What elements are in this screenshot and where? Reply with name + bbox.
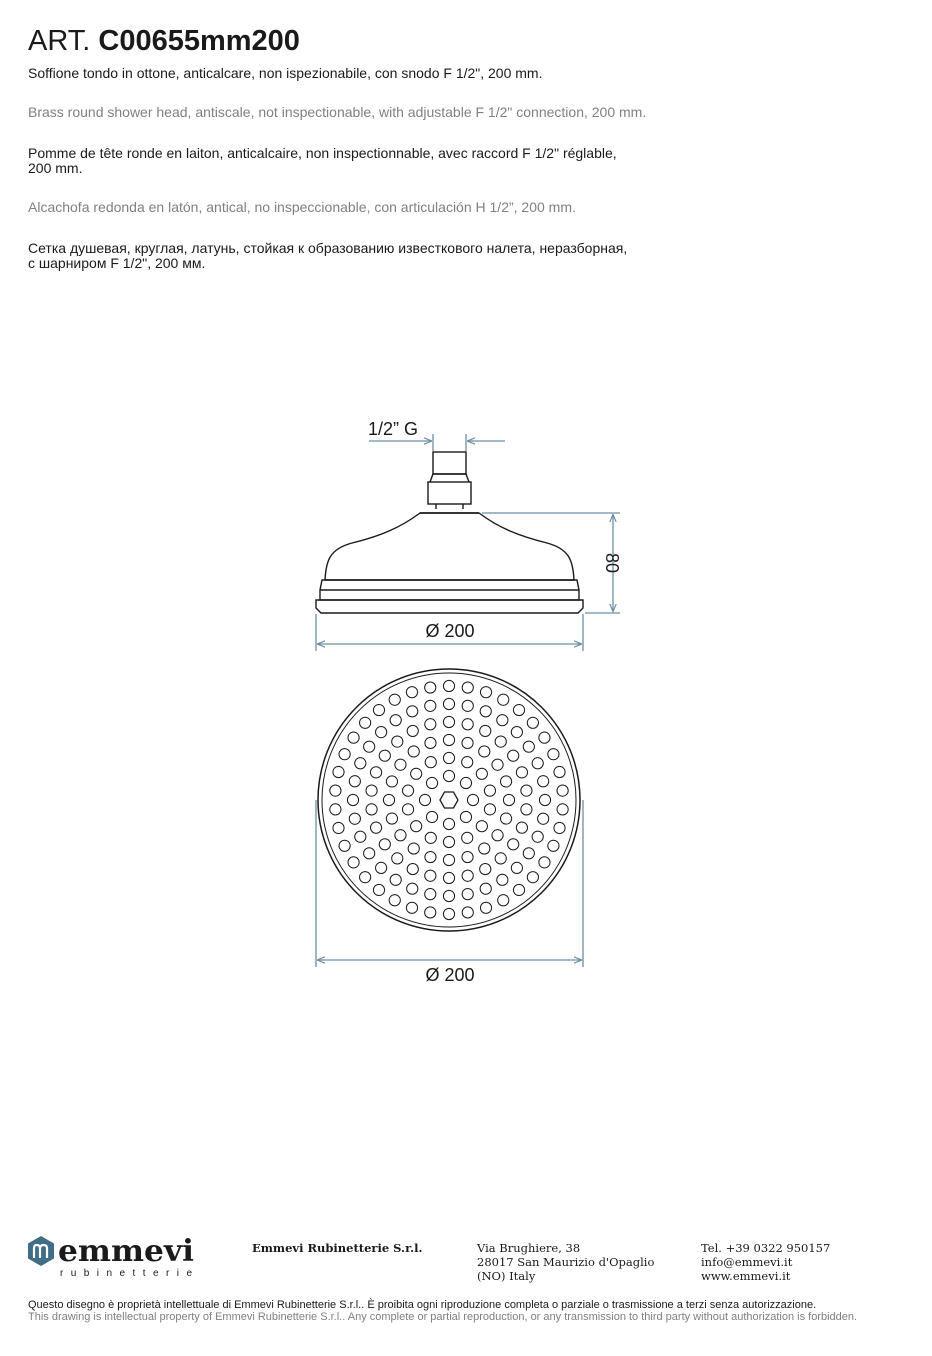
nozzle-hole xyxy=(443,716,454,727)
nozzle-hole xyxy=(390,874,401,885)
nozzle-hole xyxy=(425,719,436,730)
face-diameter-label: Ø 200 xyxy=(425,965,475,985)
nozzle-hole xyxy=(376,862,387,873)
nozzle-hole xyxy=(425,851,436,862)
nozzle-hole xyxy=(539,794,550,805)
nozzle-hole xyxy=(521,804,532,815)
nozzle-hole xyxy=(408,746,419,757)
nozzle-hole xyxy=(462,832,473,843)
nozzle-hole xyxy=(462,851,473,862)
nozzle-hole xyxy=(355,831,366,842)
nozzle-hole xyxy=(360,872,371,883)
nozzle-hole xyxy=(480,725,491,736)
technical-drawing xyxy=(0,400,932,1000)
nozzle-hole xyxy=(425,737,436,748)
nozzle-hole xyxy=(425,682,436,693)
nozzle-hole xyxy=(557,804,568,815)
nozzle-hole xyxy=(373,704,384,715)
nozzle-hole xyxy=(349,813,360,824)
nozzle-hole xyxy=(407,706,418,717)
nozzle-hole xyxy=(390,715,401,726)
footer-address xyxy=(477,1241,654,1283)
nozzle-hole xyxy=(554,766,565,777)
article-title-prefix: ART. xyxy=(28,25,91,57)
nozzle-hole xyxy=(366,785,377,796)
face-outer-rim xyxy=(318,669,580,931)
nozzle-hole xyxy=(364,848,375,859)
nozzle-hole xyxy=(402,785,413,796)
nozzle-hole xyxy=(411,821,422,832)
nozzle-hole xyxy=(355,758,366,769)
shower-rim xyxy=(316,600,583,613)
nozzle-hole xyxy=(333,822,344,833)
nozzle-hole xyxy=(443,734,454,745)
nozzle-hole xyxy=(503,794,514,805)
nozzle-hole xyxy=(539,732,550,743)
nozzle-hole xyxy=(484,804,495,815)
nozzle-hole xyxy=(379,750,390,761)
nozzle-hole xyxy=(548,840,559,851)
nozzle-hole xyxy=(407,883,418,894)
nozzle-hole xyxy=(349,776,360,787)
shower-dome xyxy=(325,513,574,580)
description-fr-line2: 200 mm. xyxy=(28,160,83,176)
emmevi-logo xyxy=(26,1234,201,1278)
nozzle-hole xyxy=(376,727,387,738)
nozzle-hole xyxy=(539,857,550,868)
nozzle-hole xyxy=(425,832,436,843)
nozzle-hole xyxy=(333,766,344,777)
face-view xyxy=(318,669,580,931)
nozzle-hole xyxy=(443,818,454,829)
nozzle-hole xyxy=(500,813,511,824)
nozzle-hole xyxy=(513,884,524,895)
nozzle-hole xyxy=(411,768,422,779)
nozzle-hole xyxy=(460,811,471,822)
nozzle-hole xyxy=(425,757,436,768)
nozzle-hole xyxy=(426,811,437,822)
nozzle-hole xyxy=(497,874,508,885)
nozzle-hole xyxy=(476,768,487,779)
logo-subtitle: rubinetterie xyxy=(60,1268,192,1278)
nozzle-hole xyxy=(373,884,384,895)
nozzle-hole xyxy=(339,749,350,760)
logo-hexagon-icon xyxy=(28,1236,54,1266)
nozzle-hole xyxy=(495,853,506,864)
nozzle-hole xyxy=(538,813,549,824)
nozzle-hole xyxy=(406,902,417,913)
side-diameter-label: Ø 200 xyxy=(425,621,475,641)
description-ru-line2: с шарниром F 1/2", 200 мм. xyxy=(28,255,206,271)
nozzle-hole xyxy=(462,700,473,711)
nozzle-hole xyxy=(392,736,403,747)
nozzle-hole xyxy=(479,746,490,757)
nozzle-hole xyxy=(511,862,522,873)
article-code: C00655mm200 xyxy=(98,25,300,57)
nozzle-hole xyxy=(462,757,473,768)
contact-phone: Tel. +39 0322 950157 xyxy=(701,1241,831,1255)
nozzle-hole xyxy=(497,715,508,726)
nozzle-hole xyxy=(479,843,490,854)
nozzle-hole xyxy=(339,840,350,851)
nozzle-hole xyxy=(425,907,436,918)
nozzle-hole xyxy=(516,822,527,833)
nozzle-hole xyxy=(443,890,454,901)
nozzle-hole xyxy=(462,682,473,693)
nozzle-hole xyxy=(406,687,417,698)
nozzle-hole xyxy=(443,872,454,883)
nozzle-hole xyxy=(532,831,543,842)
face-inner-rim xyxy=(322,673,576,927)
nozzle-hole xyxy=(532,758,543,769)
nozzle-hole xyxy=(392,853,403,864)
nozzle-hole xyxy=(348,857,359,868)
nozzle-hole xyxy=(360,717,371,728)
logo-wordmark: emmevi xyxy=(58,1234,194,1269)
nozzle-hole xyxy=(425,870,436,881)
nozzle-hole xyxy=(462,719,473,730)
nozzle-hole xyxy=(364,741,375,752)
nozzle-hole xyxy=(395,830,406,841)
contact-website[interactable]: www.emmevi.it xyxy=(701,1269,791,1283)
nozzle-hole xyxy=(379,839,390,850)
nozzle-hole xyxy=(495,736,506,747)
article-title xyxy=(28,24,300,58)
nozzle-hole xyxy=(462,889,473,900)
center-hex-nut xyxy=(440,792,458,808)
address-line: 28017 San Maurizio d'Opaglio xyxy=(477,1255,655,1269)
nozzle-hole xyxy=(538,776,549,787)
nozzle-hole xyxy=(498,694,509,705)
nozzle-hole xyxy=(330,785,341,796)
nozzle-hole xyxy=(443,854,454,865)
nozzle-hole xyxy=(389,895,400,906)
nozzle-hole xyxy=(407,725,418,736)
nozzle-hole xyxy=(527,717,538,728)
nozzle-hole xyxy=(513,704,524,715)
nozzle-hole xyxy=(402,804,413,815)
nozzle-hole xyxy=(480,902,491,913)
address-line: Via Brughiere, 38 xyxy=(477,1241,581,1255)
nozzle-hole xyxy=(425,700,436,711)
nozzle-hole xyxy=(462,870,473,881)
nozzle-hole xyxy=(426,777,437,788)
nozzle-hole xyxy=(383,794,394,805)
nozzle-hole xyxy=(330,804,341,815)
nozzle-hole xyxy=(492,830,503,841)
nozzle-hole xyxy=(370,767,381,778)
nozzle-hole xyxy=(419,794,430,805)
nozzle-hole xyxy=(498,895,509,906)
nozzle-hole xyxy=(508,750,519,761)
description-fr xyxy=(28,146,708,176)
nozzle-hole xyxy=(408,843,419,854)
nozzle-pattern xyxy=(330,680,568,919)
nozzle-hole xyxy=(347,794,358,805)
nozzle-hole xyxy=(476,821,487,832)
nozzle-hole xyxy=(492,759,503,770)
nozzle-hole xyxy=(370,822,381,833)
nozzle-hole xyxy=(425,889,436,900)
nozzle-hole xyxy=(460,777,471,788)
description-fr-line1: Pomme de tête ronde en laiton, anticalcaire, non inspectionnable, avec raccord F 1/2" réglable, xyxy=(28,145,617,161)
nozzle-hole xyxy=(366,804,377,815)
nozzle-hole xyxy=(511,727,522,738)
nozzle-hole xyxy=(443,680,454,691)
nozzle-hole xyxy=(508,839,519,850)
nozzle-hole xyxy=(548,749,559,760)
address-line: (NO) Italy xyxy=(477,1269,536,1283)
nozzle-hole xyxy=(521,785,532,796)
nozzle-hole xyxy=(554,822,565,833)
nozzle-hole xyxy=(389,694,400,705)
description-it: Soffione tondo in ottone, anticalcare, non ispezionabile, con snodo F 1/2", 200 mm. xyxy=(28,65,543,81)
nozzle-hole xyxy=(443,752,454,763)
side-view xyxy=(316,452,583,613)
nozzle-hole xyxy=(523,741,534,752)
legal-notice-en: This drawing is intellectual property of Emmevi Rubinetterie S.r.l.. Any complete or partial reproduction, or any transmission to third party without authorization is forbidden. xyxy=(28,1311,858,1323)
description-es: Alcachofa redonda en latón, antical, no inspeccionable, con articulación H 1/2”, 200 mm. xyxy=(28,199,576,215)
nozzle-hole xyxy=(386,813,397,824)
nozzle-hole xyxy=(484,785,495,796)
connector-nut xyxy=(433,452,466,474)
nozzle-hole xyxy=(348,732,359,743)
nozzle-hole xyxy=(557,785,568,796)
nozzle-hole xyxy=(480,883,491,894)
description-ru xyxy=(28,241,708,271)
nozzle-hole xyxy=(443,836,454,847)
legal-notice-it: Questo disegno è proprietà intellettuale di Emmevi Rubinetterie S.r.l.. È proibita ogni riproduzione completa o parziale o trasmissione a terzi senza autorizzazione. xyxy=(28,1299,817,1311)
contact-email: info@emmevi.it xyxy=(701,1255,793,1269)
nozzle-hole xyxy=(386,776,397,787)
nozzle-hole xyxy=(443,698,454,709)
connection-label: 1/2” G xyxy=(368,419,419,439)
height-label: 80 xyxy=(602,552,622,574)
connector-ball-joint xyxy=(428,482,471,504)
nozzle-hole xyxy=(523,848,534,859)
description-en: Brass round shower head, antiscale, not inspectionable, with adjustable F 1/2" connection, 200 mm. xyxy=(28,104,647,120)
nozzle-hole xyxy=(467,794,478,805)
description-ru-line1: Сетка душевая, круглая, латунь, стойкая к образованию известкового налета, неразборная, xyxy=(28,240,628,256)
nozzle-hole xyxy=(395,759,406,770)
nozzle-hole xyxy=(443,770,454,781)
nozzle-hole xyxy=(480,706,491,717)
nozzle-hole xyxy=(462,907,473,918)
nozzle-hole xyxy=(480,687,491,698)
nozzle-hole xyxy=(462,737,473,748)
footer-company: Emmevi Rubinetterie S.r.l. xyxy=(252,1241,423,1255)
nozzle-hole xyxy=(527,872,538,883)
nozzle-hole xyxy=(516,767,527,778)
nozzle-hole xyxy=(407,863,418,874)
nozzle-hole xyxy=(480,863,491,874)
footer-contacts xyxy=(701,1241,830,1283)
nozzle-hole xyxy=(443,908,454,919)
nozzle-hole xyxy=(500,776,511,787)
